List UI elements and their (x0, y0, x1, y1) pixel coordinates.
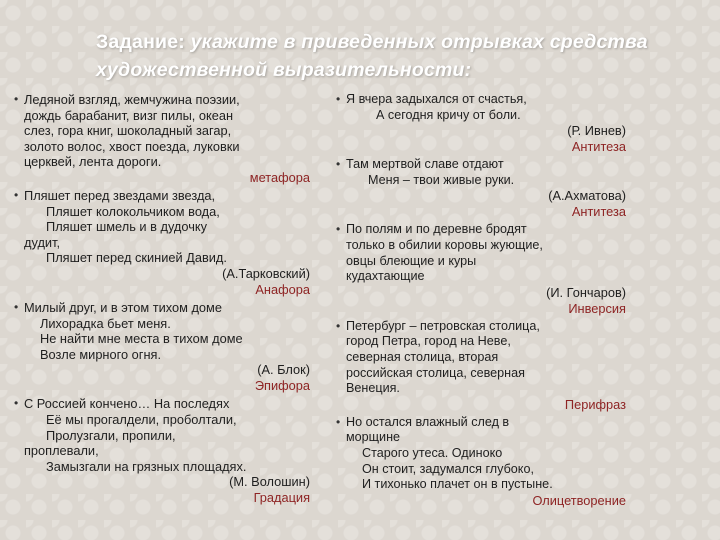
bullet-icon: • (14, 187, 19, 202)
text-line: дождь барабанит, визг пилы, океан (24, 107, 234, 123)
author: (М. Волошин) (229, 474, 310, 490)
text-line: По полям и по деревне бродят (346, 222, 527, 237)
text-line: слез, гора книг, шоколадный загар, (24, 123, 232, 139)
bullet-icon: • (14, 396, 19, 411)
text-line: проплевали, (24, 443, 99, 459)
slide-title (96, 28, 696, 84)
title-task: укажите в приведенных отрывках средства художественной выразительности: (96, 31, 648, 81)
text-line: Меня – твои живые руки. (368, 172, 515, 187)
text-line: Пляшет перед звездами звезда, (24, 187, 216, 203)
example-item (336, 92, 626, 155)
text-line: Не найти мне места в тихом доме (40, 331, 243, 347)
left-column (14, 92, 310, 508)
text-line: Он стоит, задумался глубоко, (362, 461, 534, 476)
text-line: кудахтающие (346, 269, 425, 284)
text-line: Пляшет перед скинией Давид. (46, 250, 227, 266)
author: (А. Блок) (257, 362, 310, 378)
text-line: С Россией кончено… На последях (24, 396, 230, 412)
author: (И. Гончаров) (546, 284, 626, 300)
device-answer: Градация (253, 490, 310, 506)
text-line: И тихонько плачет он в пустыне. (362, 477, 553, 492)
device-answer: метафора (249, 169, 310, 185)
device-answer: Антитеза (571, 139, 626, 155)
example-item (14, 188, 310, 298)
example-item (14, 300, 310, 394)
device-answer: Анафора (255, 281, 310, 297)
example-item (336, 415, 626, 509)
example-item (14, 92, 310, 186)
text-line: церквей, лента дороги. (24, 154, 162, 170)
text-line: российская столица, северная (346, 365, 525, 380)
text-line: Но остался влажный след в (346, 414, 510, 429)
text-line: Её мы прогалдели, проболтали, (46, 411, 237, 427)
text-line: Пролузгали, пропили, (46, 427, 176, 443)
device-answer: Олицетворение (532, 492, 626, 508)
title-lead: Задание: (96, 31, 185, 53)
text-line: дудит, (24, 234, 61, 250)
text-line: город Петра, город на Неве, (346, 334, 511, 349)
text-line: Венеция. (346, 381, 400, 396)
bullet-icon: • (336, 92, 341, 106)
text-line: Старого утеса. Одиноко (362, 445, 503, 460)
bullet-icon: • (336, 414, 341, 429)
author: (Р. Ивнев) (567, 123, 626, 139)
device-answer: Перифраз (564, 396, 626, 412)
text-line: овцы блеющие и куры (346, 253, 477, 268)
example-item (336, 319, 626, 413)
example-item (14, 396, 310, 506)
text-line: Пляшет колокольчиком вода, (46, 203, 220, 219)
text-line: морщине (346, 430, 401, 445)
text-line: Лихорадка бьет меня. (40, 315, 171, 331)
text-line: золото волос, хвост поезда, луковки (24, 138, 240, 154)
example-item (336, 222, 626, 316)
text-line: Ледяной взгляд, жемчужина поэзии, (24, 92, 240, 107)
device-answer: Эпифора (254, 378, 310, 394)
text-line: Милый друг, и в этом тихом доме (24, 299, 222, 315)
example-item (336, 157, 626, 220)
bullet-icon: • (336, 157, 341, 172)
device-answer: Антитеза (571, 204, 626, 220)
author: (А.Тарковский) (222, 265, 310, 281)
text-line: северная столица, вторая (346, 349, 499, 364)
bullet-icon: • (14, 92, 19, 106)
text-line: Пляшет шмель и в дудочку (46, 219, 208, 235)
text-line: Я вчера задыхался от счастья, (346, 92, 527, 106)
bullet-icon: • (14, 299, 19, 314)
text-line: Замызгали на грязных площадях. (46, 458, 247, 474)
text-line: только в обилии коровы жующие, (346, 237, 543, 252)
bullet-icon: • (336, 318, 341, 333)
text-line: Петербург – петровская столица, (346, 318, 540, 333)
bullet-icon: • (336, 222, 341, 237)
right-column (336, 92, 626, 511)
text-line: Возле мирного огня. (40, 346, 162, 362)
text-line: Там мертвой славе отдают (346, 157, 504, 172)
device-answer: Инверсия (568, 300, 626, 316)
text-line: А сегодня кричу от боли. (376, 107, 521, 122)
author: (А.Ахматова) (548, 188, 626, 204)
